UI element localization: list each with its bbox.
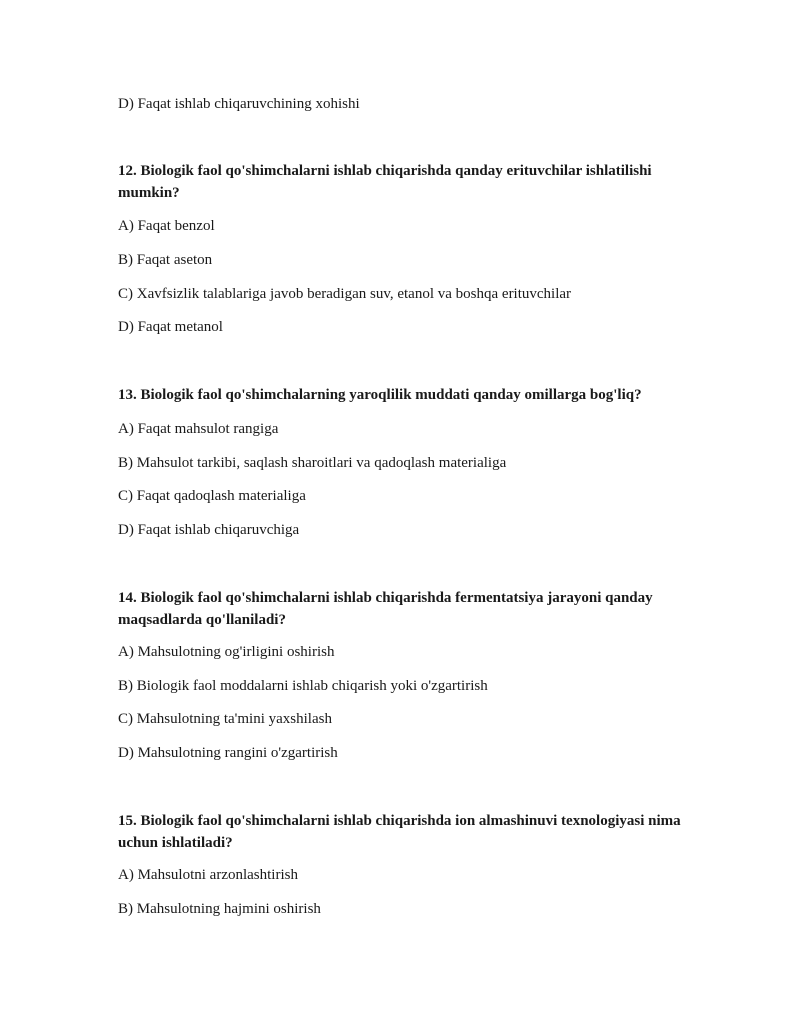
question-14-text: 14. Biologik faol qo'shimchalarni ishlab chiqarishda fermentatsiya jarayoni qanday maqsadlarda qo'llaniladi?	[118, 590, 653, 628]
question-12-text: 12. Biologik faol qo'shimchalarni ishlab chiqarishda qanday erituvchilar ishlatilishi mumkin?	[118, 163, 652, 201]
question-15-text: 15. Biologik faol qo'shimchalarni ishlab chiqarishda ion almashinuvi texnologiyasi nima uchun ishlatiladi?	[118, 813, 681, 851]
option-13-d: D) Faqat ishlab chiqaruvchiga	[118, 522, 300, 538]
question-13-text: 13. Biologik faol qo'shimchalarning yaroqlilik muddati qanday omillarga bog'liq?	[118, 387, 642, 403]
option-12-c: C) Xavfsizlik talablariga javob beradigan suv, etanol va boshqa erituvchilar	[118, 286, 572, 302]
option-14-b: B) Biologik faol moddalarni ishlab chiqarish yoki o'zgartirish	[118, 678, 488, 694]
option-12-d: D) Faqat metanol	[118, 319, 223, 335]
option-13-c: C) Faqat qadoqlash materialiga	[118, 488, 306, 504]
option-11-d: D) Faqat ishlab chiqaruvchining xohishi	[118, 96, 360, 112]
option-15-b: B) Mahsulotning hajmini oshirish	[118, 901, 321, 917]
option-15-a: A) Mahsulotni arzonlashtirish	[118, 867, 298, 883]
option-12-b: B) Faqat aseton	[118, 252, 213, 268]
option-14-a: A) Mahsulotning og'irligini oshirish	[118, 644, 335, 660]
option-12-a: A) Faqat benzol	[118, 218, 215, 234]
option-13-a: A) Faqat mahsulot rangiga	[118, 421, 279, 437]
option-14-c: C) Mahsulotning ta'mini yaxshilash	[118, 711, 332, 727]
option-14-d: D) Mahsulotning rangini o'zgartirish	[118, 745, 338, 761]
option-13-b: B) Mahsulot tarkibi, saqlash sharoitlari va qadoqlash materialiga	[118, 455, 507, 471]
